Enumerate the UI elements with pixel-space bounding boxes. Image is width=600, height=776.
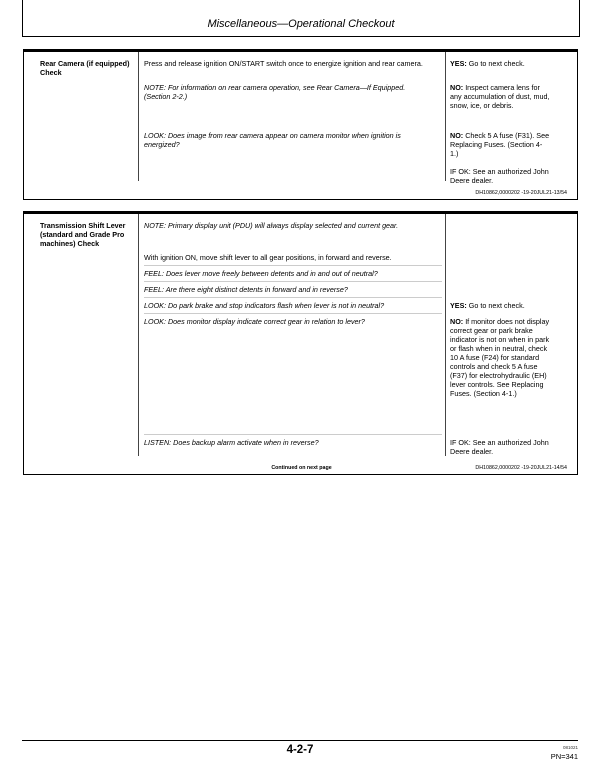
procedure-step: Press and release ignition ON/START switch once to energize ignition and rear camera.	[144, 59, 423, 68]
footer-rule	[22, 740, 578, 741]
result-if-ok: IF OK: See an authorized John Deere dealer.	[450, 438, 549, 456]
procedure-note: NOTE: Primary display unit (PDU) will always display selected and current gear.	[144, 221, 399, 230]
result-no: NO: Inspect camera lens for any accumulation of dust, mud, snow, ice, or debris.	[450, 83, 550, 110]
pn-number: PN=341	[550, 752, 578, 761]
page-title: Miscellaneous—Operational Checkout	[207, 18, 395, 30]
procedure-step: LOOK: Does image from rear camera appear on camera monitor when ignition is energized?	[144, 131, 401, 149]
procedure-note: NOTE: For information on rear camera operation, see Rear Camera—If Equipped. (Section 2-2.)	[144, 83, 406, 101]
footer-code: 081021	[562, 745, 578, 750]
procedure-step: LOOK: Does monitor display indicate correct gear in relation to lever?	[144, 317, 365, 326]
rear-camera-check-section	[23, 49, 578, 200]
section-title: Transmission Shift Lever (standard and Grade Pro machines) Check	[40, 221, 126, 248]
continued-note: Continued on next page	[271, 465, 332, 471]
procedure-step: With ignition ON, move shift lever to all gear positions, in forward and reverse.	[144, 253, 392, 262]
section-title: Rear Camera (if equipped) Check	[40, 59, 130, 77]
result-no: NO: Check 5 A fuse (F31). See Replacing Fuses. (Section 4-1.)	[450, 131, 550, 158]
result-yes: YES: Go to next check.	[450, 59, 525, 68]
result-if-ok: IF OK: See an authorized John Deere dealer.	[450, 167, 549, 185]
reference-code: DH10862,0000202 -19-20JUL21-13/54	[475, 190, 567, 196]
procedure-step: FEEL: Are there eight distinct detents in forward and in reverse?	[144, 285, 348, 294]
reference-code: DH10862,0000202 -19-20JUL21-14/54	[475, 465, 567, 471]
procedure-step: FEEL: Does lever move freely between detents and in and out of neutral?	[144, 269, 378, 278]
page-number: 4-2-7	[286, 744, 314, 756]
transmission-shift-lever-check-section	[23, 211, 578, 475]
page-header	[22, 0, 580, 37]
procedure-step: LISTEN: Does backup alarm activate when in reverse?	[144, 438, 319, 447]
procedure-step: LOOK: Do park brake and stop indicators flash when lever is not in neutral?	[144, 301, 385, 310]
result-yes: YES: Go to next check.	[450, 301, 525, 310]
result-no: NO: If monitor does not display correct gear or park brake indicator is not on when in park or flash when in neutral, check 10 A fuse (F24) for standard controls and check 5 A fuse (F37) for electrohydraulic (EH) lever controls. See Replacing Fuses. (Section 4-1.)	[450, 317, 550, 398]
